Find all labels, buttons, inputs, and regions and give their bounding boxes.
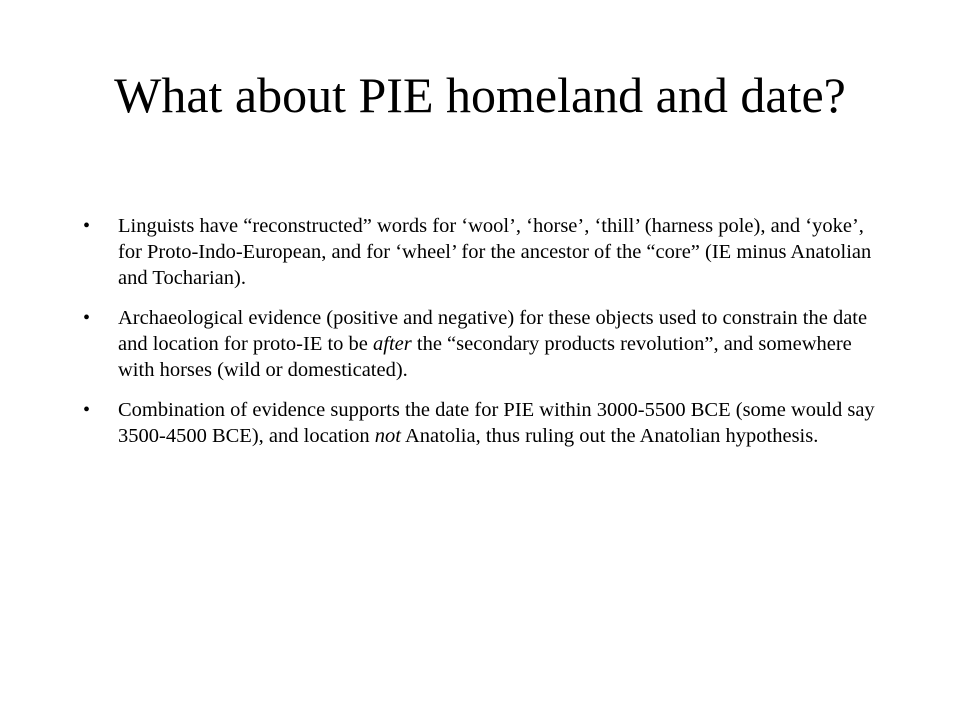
bullet-marker: • xyxy=(83,215,91,237)
emphasis-not: not xyxy=(374,425,401,447)
bullet-item-combination-of-evidence xyxy=(83,397,883,449)
bullet-text-segment: Anatolia, thus ruling out the Anatolian hypothesis. xyxy=(400,425,819,447)
bullet-text-segment: Linguists have “reconstructed” words for ‘wool’, ‘horse’, ‘thill’ (harness pole), and ‘yoke’, for Proto-Indo-European, and for ‘wheel’ for the ancestor of the “core” (IE minus Anatolian and Tocharian). xyxy=(118,215,872,289)
bullet-text xyxy=(118,215,871,289)
bullet-item-archaeological-evidence xyxy=(83,305,883,383)
bullet-text xyxy=(118,307,867,381)
bullet-text-segment: the “secondary products revolution”, and somewhere with horses (wild or domesticated). xyxy=(118,333,852,381)
bullet-marker: • xyxy=(83,399,91,421)
bullet-text-segment: Combination of evidence supports the date for PIE within 3000-5500 BCE (some would say 3500-4500 BCE), and location xyxy=(118,399,875,447)
emphasis-after: after xyxy=(373,333,412,355)
bullet-marker: • xyxy=(83,307,91,329)
slide-title: What about PIE homeland and date? xyxy=(114,67,846,123)
bullet-text-segment: Archaeological evidence (positive and negative) for these objects used to constrain the date and location for proto-IE to be xyxy=(118,307,868,355)
bullet-list xyxy=(83,213,883,463)
bullet-item-reconstructed-words xyxy=(83,213,883,291)
bullet-text xyxy=(118,399,875,447)
